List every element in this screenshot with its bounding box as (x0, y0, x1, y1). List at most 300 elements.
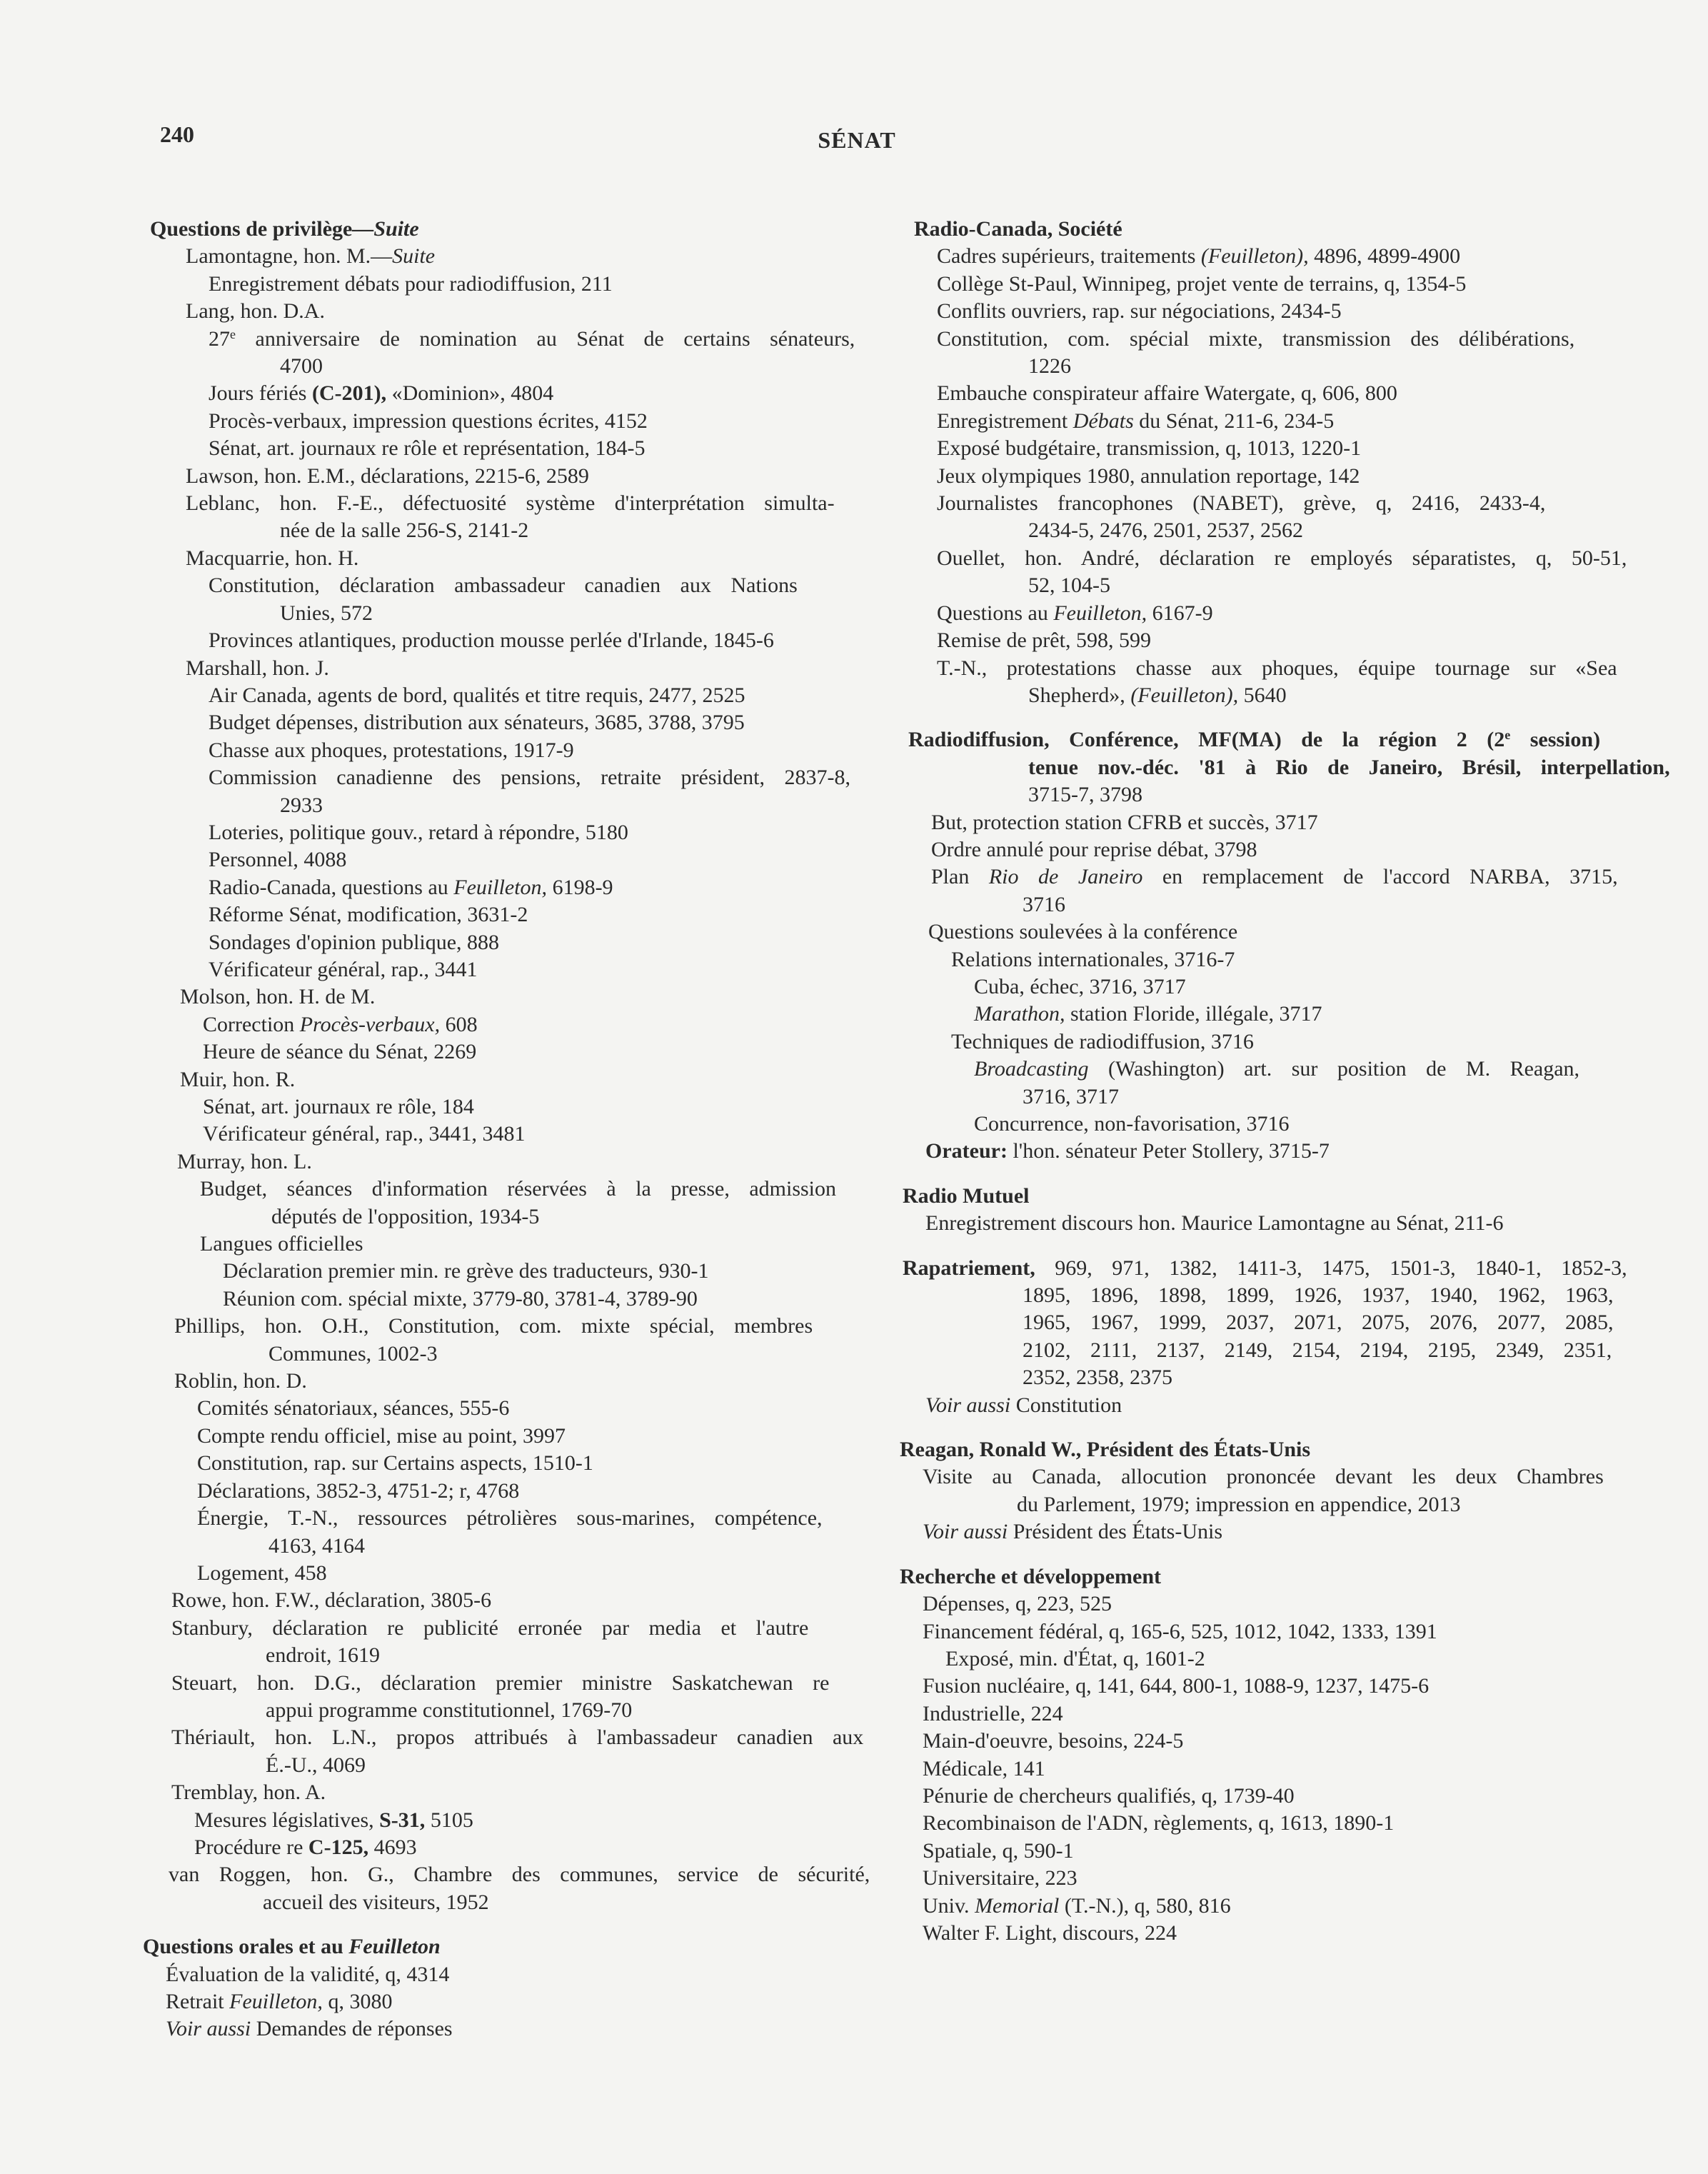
index-line-text: Air Canada, agents de bord, qualités et titre requis, 2477, 2525 (209, 683, 745, 707)
index-line (900, 1920, 1629, 1947)
index-line-text: anniversaire de nomination au Sénat de certains sénateurs, (236, 326, 855, 351)
index-line-text: station Floride, illégale, 3717 (1065, 1002, 1322, 1026)
index-line-text: Ordre annulé pour reprise débat, 3798 (931, 837, 1257, 861)
index-line-text: Comités sénatoriaux, séances, 555-6 (197, 1396, 510, 1421)
index-line-text: Sondages d'opinion publique, 888 (209, 930, 500, 954)
index-line (900, 1083, 1629, 1111)
index-line-text: Procès-verbaux, impression questions écrites, 4152 (209, 409, 648, 433)
index-line-text: Feuilleton, (229, 1990, 323, 2013)
index-line-text: Feuilleton (348, 1935, 441, 1959)
index-line-text: Procédure re (194, 1835, 308, 1859)
index-line (900, 1518, 1629, 1546)
index-line-text: Réunion com. spécial mixte, 3779-80, 3781-4, 3789-90 (223, 1286, 698, 1311)
index-line-text: 4163, 4164 (268, 1533, 365, 1558)
index-line-text: du Parlement, 1979; impression en appendice, 2013 (1017, 1492, 1461, 1516)
index-line (143, 1587, 873, 1614)
index-line (143, 1148, 873, 1176)
index-line (143, 1258, 873, 1285)
index-column-left (143, 216, 873, 2043)
index-line (143, 435, 873, 462)
index-line-text: 5640 (1238, 683, 1287, 707)
index-line-text: Conflits ouvriers, rap. sur négociations, 2434-5 (937, 299, 1342, 324)
page-number: 240 (160, 121, 194, 147)
index-line-text: e (1504, 728, 1511, 743)
index-line (143, 600, 873, 627)
index-line (900, 326, 1629, 353)
index-line (143, 764, 873, 791)
index-line (900, 863, 1629, 891)
index-line (143, 1724, 873, 1751)
index-line (143, 983, 873, 1011)
index-line-text: Univ. (923, 1893, 975, 1918)
index-line-text: (C-201), (311, 381, 387, 406)
index-line (900, 1056, 1629, 1083)
index-line (900, 836, 1629, 863)
index-line (143, 1313, 873, 1340)
index-line-text: Ouellet, hon. André, déclaration re employés séparatistes, q, 50-51, (937, 546, 1627, 570)
index-line-text: Constitution, déclaration ambassadeur canadien aux Nations (209, 573, 798, 598)
index-line (143, 1341, 873, 1368)
index-line-text: appui programme constitutionnel, 1769-70 (266, 1698, 633, 1722)
index-line-text: Leblanc, hon. F.-E., défectuosité système d'interprétation simulta- (186, 491, 835, 516)
index-line-text: Questions orales et au (143, 1935, 349, 1959)
index-line-text: Enregistrement (937, 409, 1073, 433)
index-line-text: 2352, 2358, 2375 (1023, 1366, 1172, 1390)
index-line-text: Tremblay, hon. A. (171, 1780, 326, 1805)
index-line (143, 819, 873, 846)
index-line (900, 891, 1629, 918)
index-line-text: Financement fédéral, q, 165-6, 525, 1012, 1042, 1333, 1391 (923, 1619, 1437, 1643)
index-line-text: 2434-5, 2476, 2501, 2537, 2562 (1028, 519, 1303, 543)
index-line (900, 1700, 1629, 1728)
index-line (900, 1210, 1629, 1237)
index-line (143, 326, 873, 353)
index-line-text: Main-d'oeuvre, besoins, 224-5 (923, 1729, 1184, 1753)
index-line (900, 1865, 1629, 1892)
index-line-text: Suite (392, 244, 436, 269)
index-line (900, 1392, 1629, 1419)
index-entry-group (900, 216, 1629, 709)
index-line-text: Cuba, échec, 3716, 3717 (974, 974, 1186, 998)
index-line (143, 1395, 873, 1422)
index-line (143, 1834, 873, 1861)
index-line-text: l'hon. sénateur Peter Stollery, 3715-7 (1007, 1139, 1330, 1163)
index-line-text: 1895, 1896, 1898, 1899, 1926, 1937, 1940, 1962, 1963, (1023, 1283, 1614, 1308)
index-line (900, 1463, 1629, 1491)
index-line-text: Rapatriement, (903, 1256, 1035, 1280)
index-line (900, 463, 1629, 490)
index-entry-group (900, 726, 1670, 1166)
running-head: SÉNAT (818, 127, 896, 153)
index-line (900, 1893, 1629, 1920)
index-line-text: Voir aussi (923, 1520, 1008, 1544)
index-line-text: Broadcasting (974, 1057, 1089, 1081)
index-line (143, 737, 873, 764)
index-line-text: Murray, hon. L. (177, 1149, 312, 1173)
index-line (143, 1961, 873, 1988)
index-line (143, 655, 873, 682)
index-line-text: Shepherd», (1028, 683, 1131, 707)
index-line-text: Stanbury, déclaration re publicité erronée par media et l'autre (171, 1616, 809, 1640)
index-line-text: Exposé budgétaire, transmission, q, 1013, 1220-1 (937, 436, 1362, 461)
index-line (900, 1282, 1629, 1309)
index-line-text: Phillips, hon. O.H., Constitution, com. mixte spécial, membres (174, 1314, 813, 1338)
index-line (143, 1505, 873, 1532)
index-line-text: Macquarrie, hon. H. (186, 546, 359, 570)
index-line (143, 572, 873, 599)
index-line-text: 3716 (1023, 892, 1065, 916)
index-line-text: Correction (203, 1012, 300, 1036)
index-line (143, 1933, 873, 1960)
index-line-text: Visite au Canada, allocution prononcée devant les deux Chambres (923, 1465, 1604, 1489)
index-line-text: Personnel, 4088 (209, 848, 347, 872)
index-line (900, 1309, 1629, 1336)
index-line-text: Jeux olympiques 1980, annulation reportage, 142 (937, 464, 1360, 488)
index-line (900, 1491, 1629, 1518)
index-line (143, 243, 873, 270)
index-line-text: 4693 (368, 1835, 417, 1859)
index-line (143, 929, 873, 956)
index-line-text: Énergie, T.-N., ressources pétrolières sous-marines, compétence, (197, 1506, 823, 1531)
index-line-text: Spatiale, q, 590-1 (923, 1838, 1074, 1863)
index-line-text: Jours fériés (209, 381, 312, 406)
index-line (143, 1368, 873, 1395)
index-entry-group (900, 1183, 1629, 1238)
index-line (900, 600, 1629, 627)
index-entry-group (900, 1563, 1629, 1948)
index-line (143, 1203, 873, 1231)
index-line (143, 2015, 873, 2043)
index-line-text: Industrielle, 224 (923, 1701, 1063, 1725)
index-line (900, 1001, 1629, 1028)
index-line (900, 545, 1629, 572)
index-line-text: Débats (1072, 409, 1134, 433)
index-line (143, 1560, 873, 1587)
index-line (143, 1286, 873, 1313)
index-line-text: Cadres supérieurs, traitements (937, 244, 1201, 269)
index-line (900, 655, 1629, 682)
index-line-text: Voir aussi (166, 2017, 251, 2041)
index-line-text: Procès-verbaux, (299, 1012, 441, 1036)
index-line (143, 682, 873, 709)
index-line-text: 969, 971, 1382, 1411-3, 1475, 1501-3, 1840-1, 1852-3, (1035, 1256, 1627, 1280)
index-line (143, 956, 873, 983)
index-line-text: Déclarations, 3852-3, 4751-2; r, 4768 (197, 1478, 520, 1503)
index-line-text: Relations internationales, 3716-7 (951, 947, 1235, 971)
index-line-text: 5105 (425, 1808, 473, 1832)
index-line (900, 435, 1629, 462)
index-line (143, 1697, 873, 1724)
index-line (900, 490, 1629, 517)
index-line-text: Collège St-Paul, Winnipeg, projet vente de terrains, q, 1354-5 (937, 271, 1467, 296)
index-line (143, 298, 873, 325)
index-line-text: Plan (931, 865, 989, 889)
index-line-text: 3716, 3717 (1023, 1084, 1119, 1108)
index-line-text: Logement, 458 (197, 1561, 327, 1585)
index-line-text: Rowe, hon. F.W., déclaration, 3805-6 (171, 1588, 492, 1613)
index-entry-group (143, 1933, 873, 2043)
index-line (143, 1861, 873, 1888)
index-line (143, 408, 873, 435)
index-line-text: Remise de prêt, 598, 599 (937, 628, 1151, 653)
index-line (900, 243, 1629, 270)
index-line-text: 1226 (1028, 354, 1071, 379)
index-entry-group (143, 216, 873, 1916)
index-line-text: 27 (209, 326, 230, 351)
index-line-text: Rio de Janeiro (988, 865, 1143, 889)
index-line-text: Walter F. Light, discours, 224 (923, 1920, 1177, 1945)
index-line-text: Exposé, min. d'État, q, 1601-2 (945, 1646, 1205, 1670)
index-line-text: Questions soulevées à la conférence (928, 920, 1238, 944)
index-line-text: Muir, hon. R. (180, 1067, 296, 1091)
index-line (143, 1121, 873, 1148)
index-line-text: Président des États-Unis (1008, 1520, 1222, 1544)
index-line-text: endroit, 1619 (266, 1643, 380, 1668)
index-line-text: Mesures législatives, (194, 1808, 380, 1832)
index-line-text: 4896, 4899-4900 (1308, 244, 1461, 269)
index-line-text: Dépenses, q, 223, 525 (923, 1592, 1112, 1616)
index-line-text: «Dominion», 4804 (386, 381, 554, 406)
index-line (143, 1478, 873, 1505)
index-line (900, 809, 1629, 836)
index-line (900, 408, 1629, 435)
index-line (900, 627, 1629, 654)
index-line-text: Enregistrement discours hon. Maurice Lamontagne au Sénat, 211-6 (925, 1211, 1504, 1236)
index-line (900, 298, 1629, 325)
index-line-text: Steuart, hon. D.G., déclaration premier ministre Saskatchewan re (171, 1670, 830, 1695)
index-line-text: Réforme Sénat, modification, 3631-2 (209, 903, 528, 927)
index-column-right (900, 216, 1670, 1947)
index-line-text: Constitution (1010, 1393, 1122, 1417)
index-line (900, 517, 1629, 544)
index-line-text: Heure de séance du Sénat, 2269 (203, 1040, 477, 1064)
index-line (143, 1889, 873, 1916)
index-line-text: Fusion nucléaire, q, 141, 644, 800-1, 1088-9, 1237, 1475-6 (923, 1674, 1430, 1698)
index-line (900, 1673, 1629, 1700)
index-line (900, 572, 1629, 599)
index-line (143, 709, 873, 736)
index-line (143, 1988, 873, 2015)
index-entry-group (900, 1255, 1629, 1419)
index-line-text: 2933 (280, 793, 323, 817)
index-line (143, 216, 873, 243)
index-line-text: But, protection station CFRB et succès, 3717 (931, 810, 1318, 834)
index-line-text: 608 (440, 1012, 478, 1036)
index-line-text: Recombinaison de l'ADN, règlements, q, 1613, 1890-1 (923, 1811, 1395, 1835)
index-line-text: (Feuilleton), (1200, 244, 1309, 269)
index-line-text: Orateur: (925, 1139, 1008, 1163)
index-line (143, 1231, 873, 1258)
index-line-text: Unies, 572 (280, 601, 373, 625)
index-line-text: C-125, (308, 1835, 369, 1859)
index-line-text: Questions de privilège (150, 217, 353, 241)
index-line (900, 754, 1670, 781)
index-line (143, 1670, 873, 1697)
index-line-text: Lawson, hon. E.M., déclarations, 2215-6, 2589 (186, 464, 589, 488)
index-line (900, 216, 1629, 243)
index-line-text: Déclaration premier min. re grève des traducteurs, 930-1 (223, 1259, 709, 1283)
index-line-text: É.-U., 4069 (266, 1753, 366, 1777)
index-line-text: Questions au (937, 601, 1054, 625)
index-line-text: Pénurie de chercheurs qualifiés, q, 1739-40 (923, 1783, 1295, 1808)
index-line (900, 1728, 1629, 1755)
index-line-text: T.-N., protestations chasse aux phoques, équipe tournage sur «Sea (937, 656, 1617, 680)
index-line-text: S-31, (379, 1808, 426, 1832)
index-line-text: —Suite (352, 217, 419, 241)
index-line-text: Feuilleton, (453, 875, 548, 899)
index-line-text: Recherche et développement (900, 1564, 1162, 1588)
index-line-text: Demandes de réponses (251, 2017, 453, 2041)
index-line-text: 3715-7, 3798 (1028, 783, 1142, 807)
index-line-text: Lang, hon. D.A. (186, 299, 325, 324)
index-line-text: Loteries, politique gouv., retard à répondre, 5180 (209, 820, 628, 844)
index-line (143, 545, 873, 572)
index-line (900, 353, 1629, 380)
index-line (143, 1011, 873, 1038)
index-line (900, 1364, 1629, 1391)
index-line-text: Thériault, hon. L.N., propos attribués à l'ambassadeur canadien aux (171, 1725, 864, 1750)
index-line-text: Journalistes francophones (NABET), grève, q, 2416, 2433-4, (937, 491, 1546, 516)
index-line (900, 1138, 1629, 1165)
index-line-text: Memorial (975, 1893, 1060, 1918)
index-line (143, 1038, 873, 1066)
index-line-text: tenue nov.-déc. '81 à Rio de Janeiro, Brésil, interpellation, (1028, 755, 1670, 779)
index-line (143, 380, 873, 407)
index-line (900, 918, 1629, 946)
index-line (900, 1838, 1629, 1865)
index-line-text: Sénat, art. journaux re rôle et représentation, 184-5 (209, 436, 645, 461)
index-line-text: van Roggen, hon. G., Chambre des communes, service de sécurité, (169, 1863, 870, 1887)
index-line (143, 1533, 873, 1560)
index-line (900, 1591, 1629, 1618)
index-line-text: Marathon, (974, 1002, 1065, 1026)
index-line (900, 1436, 1629, 1463)
index-line-text: Feuilleton, (1053, 601, 1147, 625)
index-line-text: Molson, hon. H. de M. (180, 985, 376, 1009)
index-line-text: 52, 104-5 (1028, 573, 1110, 598)
index-line-text: accueil des visiteurs, 1952 (263, 1890, 489, 1914)
index-line-text: e (230, 326, 236, 341)
index-line-text: 4700 (280, 354, 323, 379)
index-line (143, 792, 873, 819)
index-line-text: née de la salle 256-S, 2141-2 (280, 519, 529, 543)
index-line-text: Communes, 1002-3 (268, 1341, 438, 1366)
index-line (143, 627, 873, 654)
index-line-text: q, 3080 (322, 1990, 393, 2013)
index-line-text: Marshall, hon. J. (186, 656, 329, 680)
index-line-text: en remplacement de l'accord NARBA, 3715, (1142, 865, 1618, 889)
index-line-text: Vérificateur général, rap., 3441, 3481 (203, 1122, 526, 1146)
index-line-text: Embauche conspirateur affaire Watergate, q, 606, 800 (937, 381, 1397, 406)
index-line-text: Budget dépenses, distribution aux sénateurs, 3685, 3788, 3795 (209, 711, 745, 735)
index-line (900, 380, 1629, 407)
index-line (143, 1642, 873, 1669)
index-line (143, 1093, 873, 1121)
index-line-text: Provinces atlantiques, production mousse perlée d'Irlande, 1845-6 (209, 628, 774, 653)
index-line (143, 874, 873, 901)
index-line (143, 1423, 873, 1450)
index-line-text: Radio-Canada, Société (914, 217, 1122, 241)
index-line-text: (Washington) art. sur position de M. Reagan, (1088, 1057, 1580, 1081)
index-line-text: Sénat, art. journaux re rôle, 184 (203, 1095, 474, 1118)
index-line (900, 1563, 1629, 1591)
index-line-text: Chasse aux phoques, protestations, 1917-9 (209, 738, 574, 762)
index-line-text: (Feuilleton), (1130, 683, 1239, 707)
index-line (900, 1810, 1629, 1837)
index-line (900, 781, 1629, 808)
index-line (143, 517, 873, 544)
index-line-text: députés de l'opposition, 1934-5 (271, 1204, 540, 1228)
index-line (900, 946, 1629, 973)
index-line-text: Constitution, com. spécial mixte, transmission des délibérations, (937, 326, 1575, 351)
index-line-text: (T.-N.), q, 580, 816 (1059, 1893, 1231, 1918)
index-entry-group (900, 1436, 1629, 1546)
index-line (143, 1615, 873, 1642)
index-line-text: Radio Mutuel (903, 1183, 1030, 1208)
index-line-text: Vérificateur général, rap., 3441 (209, 957, 478, 981)
index-line (143, 353, 873, 380)
index-line (900, 973, 1629, 1001)
index-line (143, 490, 873, 517)
index-line (900, 682, 1629, 709)
index-line-text: Évaluation de la validité, q, 4314 (166, 1962, 450, 1986)
index-line-text: 1965, 1967, 1999, 2037, 2071, 2075, 2076, 2077, 2085, (1023, 1311, 1614, 1335)
index-line-text: 2102, 2111, 2137, 2149, 2154, 2194, 2195, 2349, 2351, (1023, 1338, 1612, 1362)
index-line-text: Concurrence, non-favorisation, 3716 (974, 1112, 1290, 1136)
index-line (900, 726, 1629, 753)
index-line-text: Reagan, Ronald W., Président des États-Unis (900, 1438, 1311, 1462)
index-line (900, 1645, 1629, 1673)
index-line-text: Retrait (166, 1990, 230, 2013)
index-line-text: Constitution, rap. sur Certains aspects, 1510-1 (197, 1451, 593, 1476)
index-line-text: Roblin, hon. D. (174, 1369, 307, 1393)
index-line-text: Voir aussi (925, 1393, 1011, 1417)
index-line (900, 1337, 1629, 1364)
index-line (900, 1618, 1629, 1645)
index-line-text: du Sénat, 211-6, 234-5 (1133, 409, 1335, 433)
index-line (900, 1111, 1629, 1138)
index-line (900, 271, 1629, 298)
index-line-text: Budget, séances d'information réservées à la presse, admission (200, 1177, 837, 1201)
index-line (143, 1779, 873, 1806)
index-line (143, 1450, 873, 1477)
index-line-text: Radio-Canada, questions au (209, 875, 454, 899)
index-line-text: Langues officielles (200, 1232, 363, 1256)
index-line-text: session) (1510, 728, 1601, 752)
index-line-text: Universitaire, 223 (923, 1866, 1077, 1890)
index-line (143, 1066, 873, 1093)
index-line-text: Lamontagne, hon. M.— (186, 244, 393, 269)
index-line (143, 271, 873, 298)
index-line (143, 463, 873, 490)
index-line (143, 1752, 873, 1779)
index-line (143, 1807, 873, 1834)
index-line (143, 846, 873, 873)
index-line (900, 1755, 1629, 1783)
index-line (900, 1255, 1629, 1282)
index-line-text: Techniques de radiodiffusion, 3716 (951, 1029, 1254, 1053)
index-line (143, 1176, 873, 1203)
index-line-text: Médicale, 141 (923, 1756, 1045, 1780)
index-line-text: 6198-9 (547, 875, 613, 899)
index-line (900, 1028, 1629, 1056)
index-line-text: 6167-9 (1147, 601, 1213, 625)
index-line (900, 1783, 1629, 1810)
index-line-text: Compte rendu officiel, mise au point, 3997 (197, 1423, 566, 1448)
index-line (900, 1183, 1629, 1210)
index-line (143, 901, 873, 928)
index-line-text: Radiodiffusion, Conférence, MF(MA) de la région 2 (2 (908, 728, 1505, 752)
